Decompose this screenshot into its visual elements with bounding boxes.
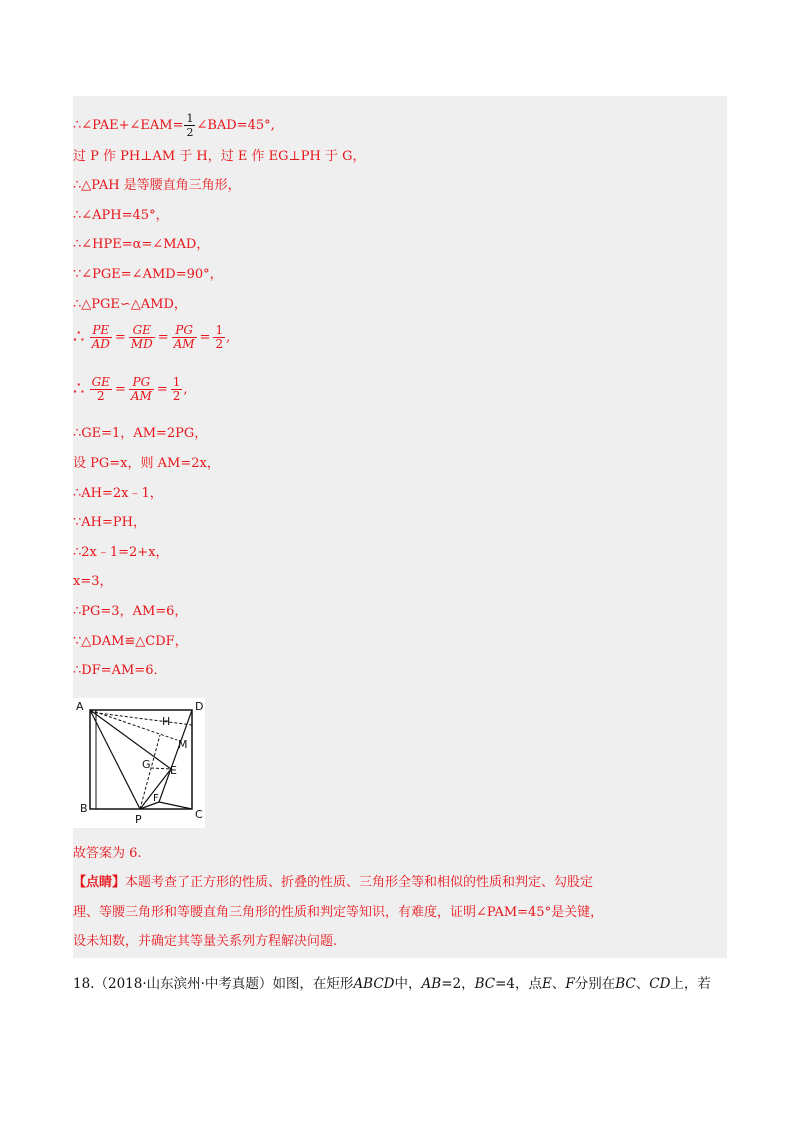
solution-line-13: ∵AH=PH， — [73, 515, 146, 530]
label-a: A — [76, 700, 84, 713]
segment-a-dashed — [90, 712, 192, 725]
fraction-pg-am: $\frac{PG}{AM}$ — [173, 323, 195, 351]
label-d: D — [195, 700, 204, 713]
label-m: M — [178, 738, 188, 751]
solution-line-3: ∴△PAH 是等腰直角三角形， — [73, 178, 241, 193]
label-h: H — [162, 715, 171, 728]
comment-tag: 【点睛】 — [73, 875, 126, 890]
ratio-line-1: ∴ $\frac{PE}{AD}$ = $\frac{GE}{MD}$ = $\frac{PG}{AM}$ = $\frac{1}{2}$ , — [73, 323, 231, 351]
solution-line-5: ∴∠HPE=α=∠MAD， — [73, 237, 210, 252]
label-p: P — [135, 813, 142, 826]
geometry-figure — [73, 698, 205, 828]
label-b: B — [80, 802, 88, 815]
solution-line-1: ∴∠PAE+∠EAM= $\frac{1}{2}$ ∠BAD=45°, — [73, 112, 275, 139]
label-g: G — [142, 758, 151, 771]
comment-line-1: 【点睛】本题考查了正方形的性质、折叠的性质、三角形全等和相似的性质和判定、勾股定 — [73, 875, 594, 890]
answer-line: 故答案为 6. — [73, 846, 142, 861]
solution-line-18: ∴DF=AM=6． — [73, 663, 167, 678]
half-fraction: $\frac{1}{2}$ — [186, 112, 194, 139]
comment-line-2: 理、等腰三角形和等腰直角三角形的性质和判定等知识，有难度，证明∠PAM=45°是关键， — [73, 905, 604, 920]
square-abcd — [90, 710, 192, 809]
fraction-one-half: $\frac{1}{2}$ — [215, 323, 224, 351]
solution-line-15: x=3， — [73, 574, 113, 589]
square-diagram — [73, 698, 205, 828]
fraction-ge-2: $\frac{GE}{2}$ — [91, 375, 110, 403]
solution-line-16: ∴PG=3，AM=6， — [73, 604, 188, 619]
label-e: E — [170, 764, 177, 777]
solution-box — [73, 96, 727, 958]
solution-line-4: ∴∠APH=45°， — [73, 208, 169, 223]
solution-line-11: 设 PG=x，则 AM=2x， — [73, 456, 220, 471]
solution-line-10: ∴GE=1，AM=2PG， — [73, 426, 208, 441]
fraction-pe-ad: $\frac{PE}{AD}$ — [91, 323, 110, 351]
ratio-line-2: ∴ $\frac{GE}{2}$ = $\frac{PG}{AM}$ = $\frac{1}{2}$ , — [73, 375, 188, 403]
question-18: 18.（2018·山东滨州·中考真题）如图，在矩形ABCD中，AB=2，BC=4，点E、F分别在BC、CD上，若 — [73, 976, 711, 992]
solution-line-17: ∵△DAM≌△CDF， — [73, 634, 188, 649]
solution-line-6: ∵∠PGE=∠AMD=90°， — [73, 267, 223, 282]
label-c: C — [195, 808, 203, 821]
solution-line-2: 过 P 作 PH⊥AM 于 H，过 E 作 EG⊥PH 于 G， — [73, 149, 366, 164]
label-f: F — [153, 793, 159, 804]
segment-fc — [159, 802, 192, 809]
solution-line-12: ∴AH=2x﹣1， — [73, 486, 163, 501]
fraction-one-half-2: $\frac{1}{2}$ — [172, 375, 181, 403]
fraction-pg-am-2: $\frac{PG}{AM}$ — [130, 375, 152, 403]
solution-line-14: ∴2x﹣1=2+x， — [73, 545, 169, 560]
solution-line-7: ∴△PGE∽△AMD， — [73, 297, 187, 312]
comment-line-3: 设未知数，并确定其等量关系列方程解决问题. — [73, 934, 338, 949]
fraction-ge-md: $\frac{GE}{MD}$ — [130, 323, 153, 351]
segment-ge — [151, 768, 171, 769]
